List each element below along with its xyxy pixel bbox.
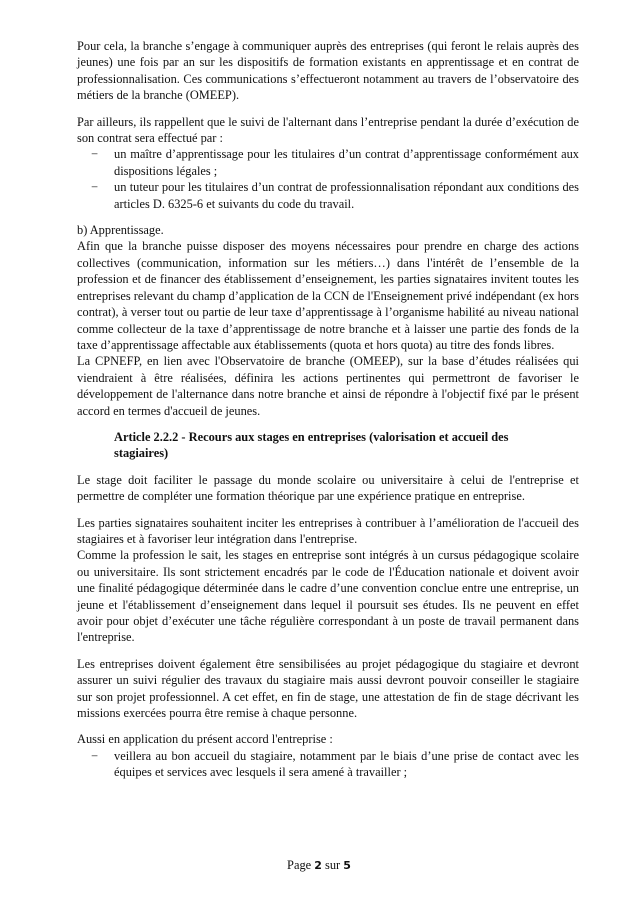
list-suivi [77, 146, 579, 212]
list-item: − un tuteur pour les titulaires d’un contrat de professionnalisation répondant aux conditions des articles D. 6325-6 et suivants du code du travail. [91, 180, 579, 211]
footer-total-pages: 5 [343, 859, 351, 872]
document-page [77, 38, 579, 791]
paragraph-parties-signataires: Les parties signataires souhaitent inciter les entreprises à contribuer à l’amélioration de l'accueil des stagiaires et à favoriser leur intégration dans l'entreprise. [77, 515, 579, 546]
paragraph-communication: Pour cela, la branche s’engage à communiquer auprès des entreprises (qui feront le relais auprès des jeunes) une fois par an sur les dispositifs de formation existants en apprentissage et en contrat de professionnalisation. Ces communications s’effectueront notamment au travers de l’observatoire des métiers de la branche (OMEEP). [77, 39, 579, 103]
page-footer [0, 858, 638, 873]
list-engagements [77, 748, 579, 781]
footer-prefix: Page [287, 858, 312, 872]
list-item: − veillera au bon accueil du stagiaire, notamment par le biais d’une prise de contact avec les équipes et services avec lesquels il sera amené à travailler ; [91, 748, 579, 780]
dash-bullet: − [91, 180, 98, 195]
paragraph-cursus: Comme la profession le sait, les stages en entreprise sont intégrés à un cursus pédagogique scolaire ou universitaire. Ils sont strictement encadrés par le code de l'Éducation nationale et doivent avoir une finalité pédagogique déterminée dans le cadre d’une convention conclue entre une entreprise, un jeune et l'établissement d’enseignement dans lequel il poursuit ses études. Ils ne peuvent en effet avoir pour objet d’exécuter une tâche régulière correspondant à un poste de travail permanent dans l'entreprise. [77, 548, 579, 645]
paragraph-suivi-alternant: Par ailleurs, ils rappellent que le suivi de l'alternant dans l’entreprise pendant la durée d’exécution de son contrat sera effectué par : [77, 114, 579, 146]
paragraph-cpnefp: La CPNEFP, en lien avec l'Observatoire de branche (OMEEP), sur la base d’études réalisées qui viendraient à être réalisées, définira les actions pertinentes qui permettront de favoriser le développement de l'alternance dans notre branche et ainsi de répondre à l'objectif fixé par le présent accord en termes d'accueil de jeunes. [77, 354, 579, 418]
dash-bullet: − [91, 147, 98, 162]
list-item: − un maître d’apprentissage pour les titulaires d’un contrat d’apprentissage conformément aux dispositions légales ; [91, 147, 579, 178]
paragraph-application: Aussi en application du présent accord l'entreprise : [77, 732, 333, 747]
footer-page-number: 2 [314, 859, 322, 872]
paragraph-stage-definition: Le stage doit faciliter le passage du monde scolaire ou universitaire à celui de l'entreprise et permettre de compléter une formation théorique par une expérience pratique en entreprise. [77, 472, 579, 504]
article-heading: Article 2.2.2 - Recours aux stages en entreprises (valorisation et accueil des stagiaires) [114, 429, 509, 461]
dash-bullet: − [91, 748, 98, 763]
paragraph-taxe-apprentissage: Afin que la branche puisse disposer des moyens nécessaires pour prendre en charge des actions collectives (communication, information sur les métiers…) dans l'intérêt de l’ensemble de la profession et de financer des établissement d’enseignement, les parties signataires invitent toutes les entreprises relevant du champ d’application de la CCN de l'Enseignement privé indépendant (ex hors contrat), à verser tout ou partie de leur taxe d’apprentissage à l’organisme habilité au niveau national comme collecteur de la taxe d’apprentissage de notre branche et à laisser une partie des fonds de la taxe d’apprentissage affectable aux établissements (quota et hors quota) au titre des fonds libres. [77, 239, 579, 352]
paragraph-sensibilisation: Les entreprises doivent également être sensibilisées au projet pédagogique du stagiaire et devront assurer un suivi régulier des travaux du stagiaire mais aussi devront pouvoir conseiller le stagiaire sur son projet professionnel. A cet effet, en fin de stage, une attestation de fin de stage décrivant les missions exercées pourra être remise à chaque personne. [77, 656, 579, 721]
subtitle-apprentissage: b) Apprentissage. [77, 223, 164, 238]
footer-middle: sur [325, 858, 341, 872]
